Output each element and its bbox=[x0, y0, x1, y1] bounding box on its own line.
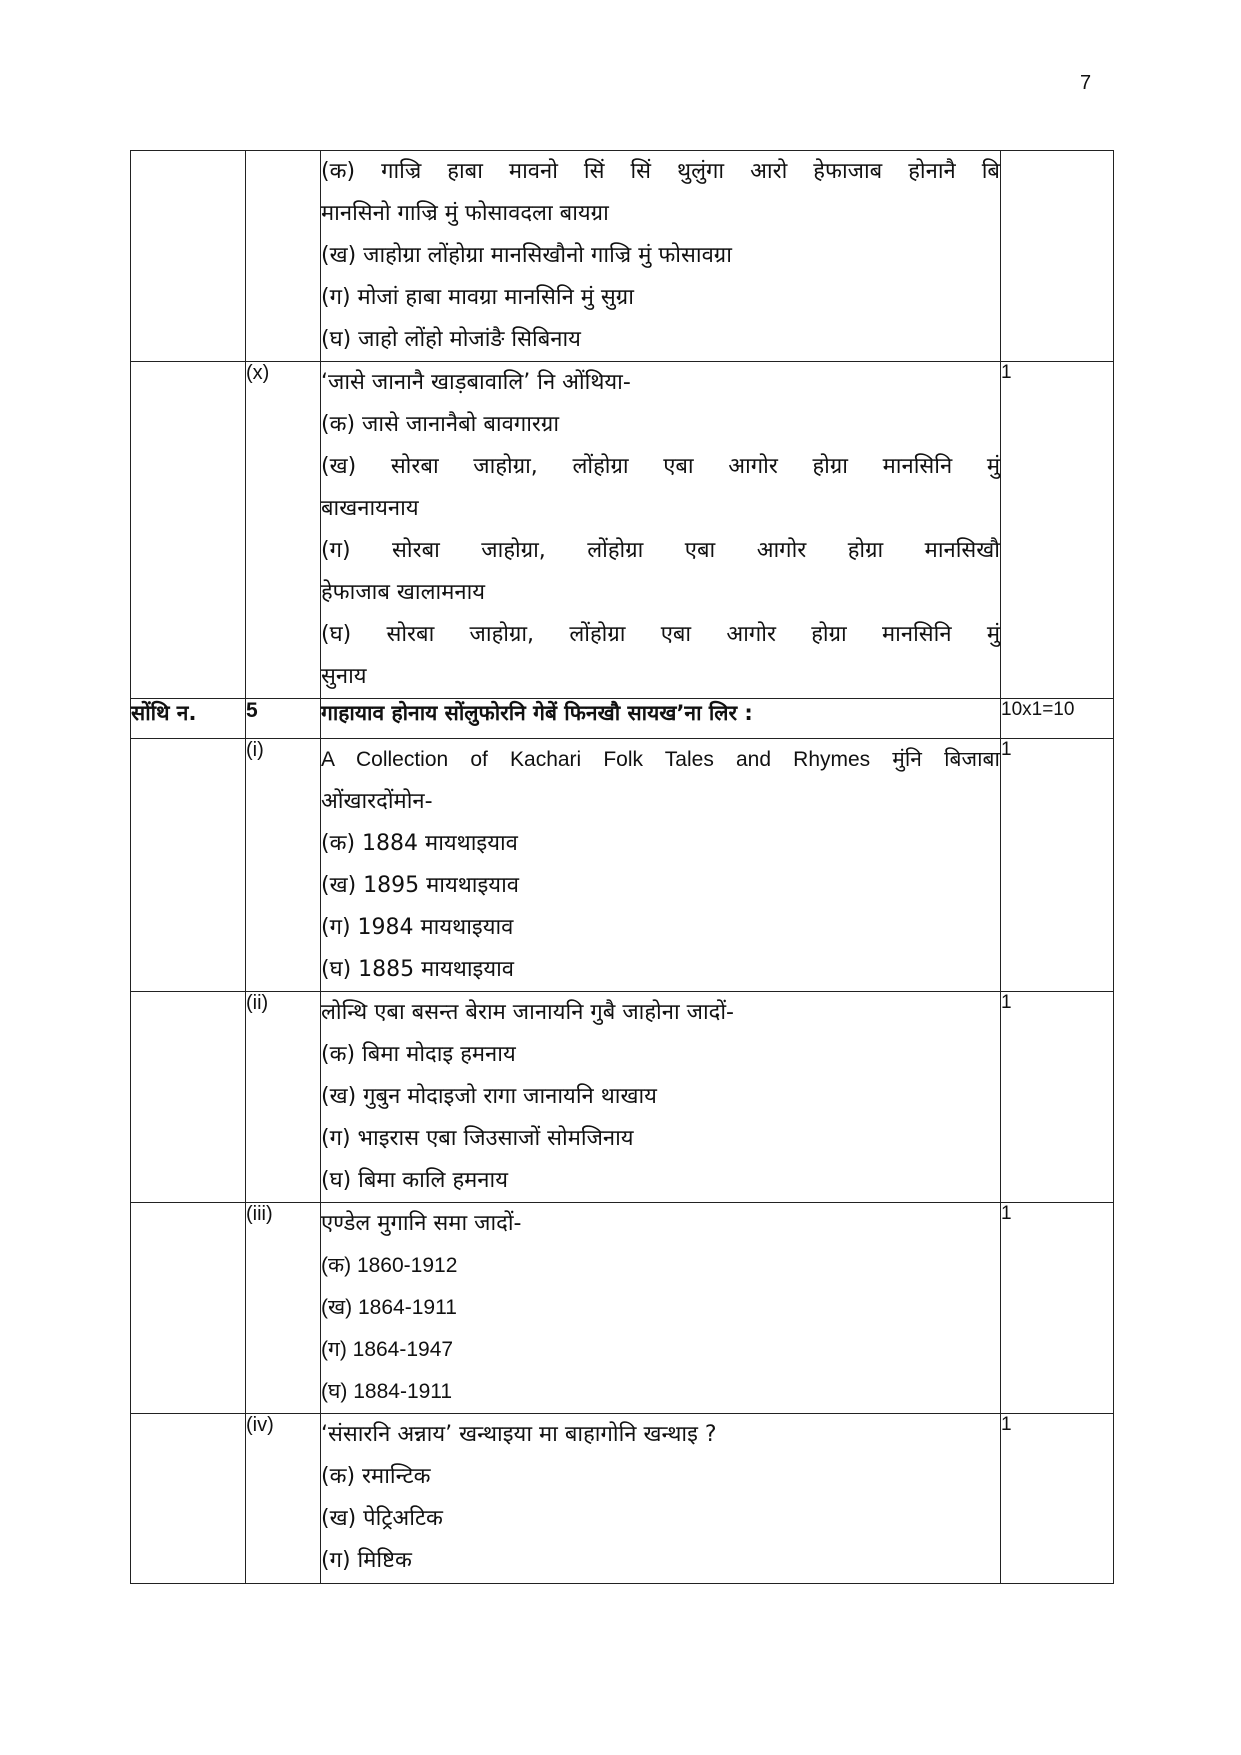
option-line: (क) बिमा मोदाइ हमनाय bbox=[321, 1042, 516, 1067]
question-stem: A Collection of Kachari Folk Tales and Rhymes मुंनि बिजाबा bbox=[321, 748, 1000, 771]
question-stem: लोन्थि एबा बसन्त बेराम जानायनि गुबै जाहोना जादों- bbox=[321, 1000, 734, 1025]
option-line: सुनाय bbox=[321, 664, 367, 689]
question-stem: एण्डेल मुगानि समा जादों- bbox=[321, 1211, 522, 1236]
marks-cell bbox=[1001, 151, 1114, 362]
marks: 1 bbox=[1001, 1203, 1114, 1414]
table-row bbox=[131, 1203, 1114, 1414]
option-line: (क) 1884 मायथाइयाव bbox=[321, 831, 518, 856]
section-label: सोंथि न. bbox=[131, 699, 246, 739]
question-number-cell bbox=[246, 151, 321, 362]
section-cell bbox=[131, 151, 246, 362]
table-row bbox=[131, 739, 1114, 992]
option-line: (ग) 1864-1947 bbox=[321, 1338, 454, 1361]
option-line: (घ) सोरबा जाहोग्रा, लोंहोग्रा एबा आगोर होग्रा मानसिनि मुं bbox=[321, 622, 1000, 647]
table-row bbox=[131, 1414, 1114, 1584]
page-number: 7 bbox=[1080, 72, 1092, 94]
option-line: हेफाजाब खालामनाय bbox=[321, 580, 486, 605]
option-line: (घ) जाहो लोंहो मोजांङै सिबिनाय bbox=[321, 327, 581, 352]
question-text-cell bbox=[321, 1203, 1001, 1414]
option-line: (ग) 1984 मायथाइयाव bbox=[321, 915, 514, 940]
option-line: (क) रमान्टिक bbox=[321, 1464, 431, 1489]
marks: 1 bbox=[1001, 362, 1114, 699]
marks: 1 bbox=[1001, 992, 1114, 1203]
marks: 1 bbox=[1001, 739, 1114, 992]
question-stem: ‘संसारनि अन्नाय’ खन्थाइया मा बाहागोनि खन्थाइ ? bbox=[321, 1422, 717, 1447]
section-marks: 10x1=10 bbox=[1001, 699, 1114, 739]
question-table bbox=[130, 150, 1114, 1584]
question-text-cell bbox=[321, 739, 1001, 992]
section-cell bbox=[131, 362, 246, 699]
question-number: (iv) bbox=[246, 1414, 321, 1584]
option-line: (ग) भाइरास एबा जिउसाजों सोमजिनाय bbox=[321, 1126, 634, 1151]
question-number: (i) bbox=[246, 739, 321, 992]
option-line: (ग) मिष्टिक bbox=[321, 1548, 412, 1573]
question-text-cell bbox=[321, 151, 1001, 362]
question-text-cell bbox=[321, 362, 1001, 699]
table-row bbox=[131, 992, 1114, 1203]
option-line: (घ) 1884-1911 bbox=[321, 1380, 453, 1403]
section-cell bbox=[131, 992, 246, 1203]
option-line: (ख) 1895 मायथाइयाव bbox=[321, 873, 519, 898]
option-line: (ख) 1864-1911 bbox=[321, 1296, 457, 1319]
section-cell bbox=[131, 739, 246, 992]
section-cell bbox=[131, 1414, 246, 1584]
question-stem-continued: ओंखारदोंमोन- bbox=[321, 789, 433, 814]
option-line: (ख) सोरबा जाहोग्रा, लोंहोग्रा एबा आगोर होग्रा मानसिनि मुं bbox=[321, 454, 1000, 479]
option-line: (ख) गुबुन मोदाइजो रागा जानायनि थाखाय bbox=[321, 1084, 657, 1109]
option-line: (क) 1860-1912 bbox=[321, 1254, 458, 1277]
option-line: (ख) जाहोग्रा लोंहोग्रा मानसिखौनो गाज्रि मुं फोसावग्रा bbox=[321, 243, 732, 268]
question-stem: ‘जासे जानानै खाड़बावालि’ नि ओंथिया- bbox=[321, 370, 631, 395]
marks: 1 bbox=[1001, 1414, 1114, 1584]
section-cell bbox=[131, 1203, 246, 1414]
table-row bbox=[131, 151, 1114, 362]
table-row bbox=[131, 362, 1114, 699]
section-number: 5 bbox=[246, 699, 321, 739]
section-title: गाहायाव होनाय सोंलुफोरनि गेबें फिनखौ सायख’ना लिर : bbox=[321, 699, 1001, 739]
option-line: (घ) बिमा कालि हमनाय bbox=[321, 1168, 508, 1193]
section-header-row bbox=[131, 699, 1114, 739]
question-text-cell bbox=[321, 992, 1001, 1203]
question-number: (ii) bbox=[246, 992, 321, 1203]
question-number: (iii) bbox=[246, 1203, 321, 1414]
option-line: (ग) मोजां हाबा मावग्रा मानसिनि मुं सुग्रा bbox=[321, 285, 634, 310]
option-line: मानसिनो गाज्रि मुं फोसावदला बायग्रा bbox=[321, 201, 609, 226]
option-line: (ग) सोरबा जाहोग्रा, लोंहोग्रा एबा आगोर होग्रा मानसिखौ bbox=[321, 538, 1000, 563]
question-number: (x) bbox=[246, 362, 321, 699]
option-line: (क) गाज्रि हाबा मावनो सिं सिं थुलुंगा आरो हेफाजाब होनानै बि bbox=[321, 159, 1000, 184]
option-line: (घ) 1885 मायथाइयाव bbox=[321, 957, 515, 982]
question-text-cell bbox=[321, 1414, 1001, 1584]
option-line: (ख) पेट्रिअटिक bbox=[321, 1506, 443, 1531]
option-line: बाखनायनाय bbox=[321, 496, 419, 521]
option-line: (क) जासे जानानैबो बावगारग्रा bbox=[321, 412, 560, 437]
